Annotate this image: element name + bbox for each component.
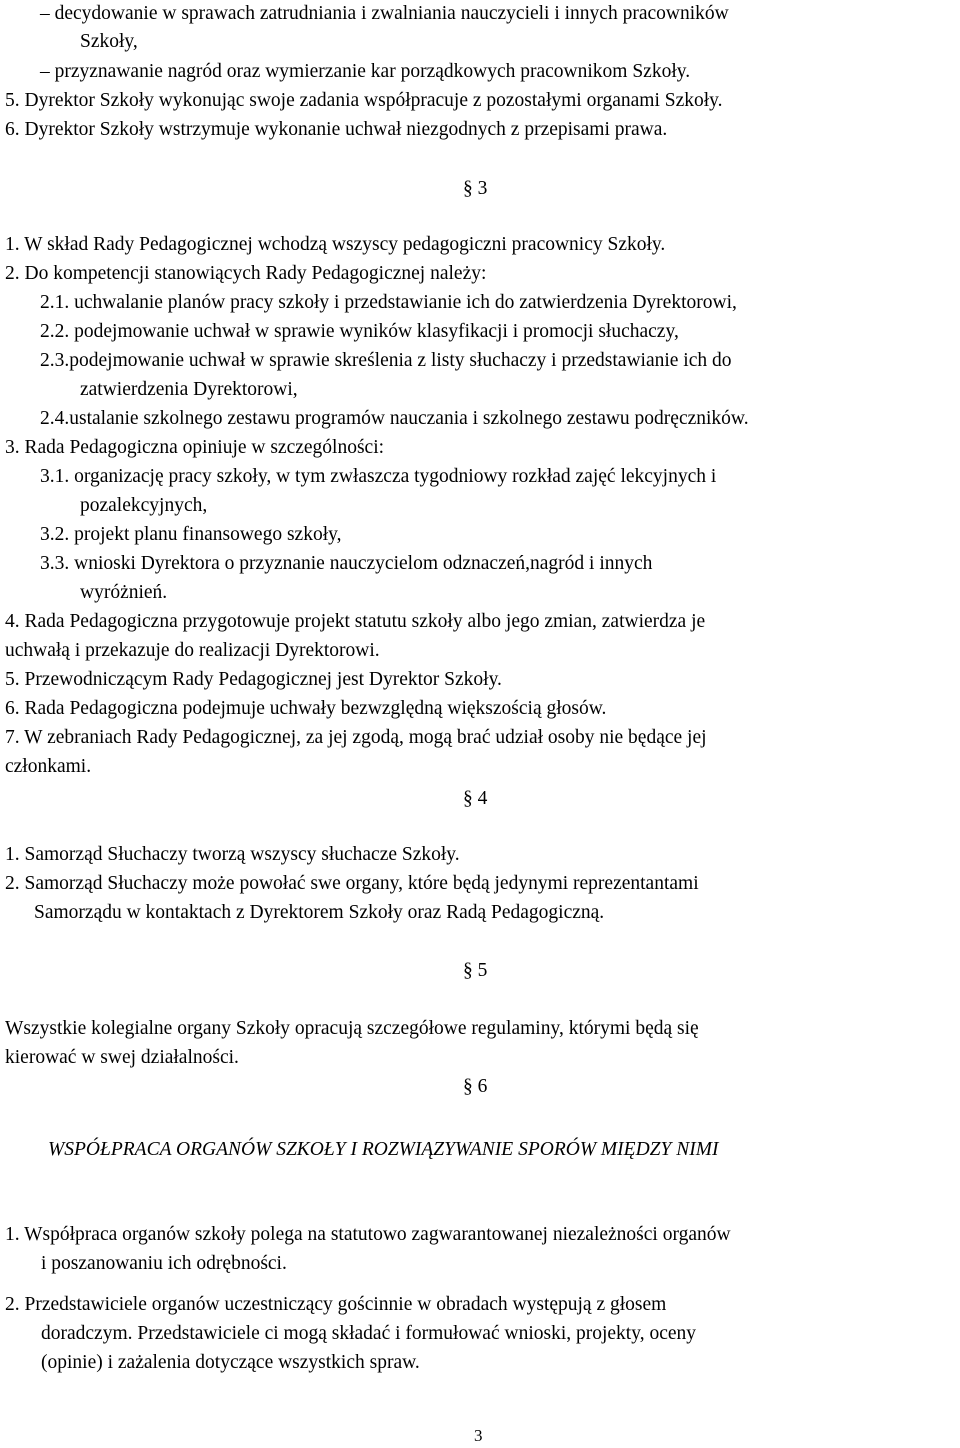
text-line: 2.3.podejmowanie uchwał w sprawie skreślenia z listy słuchaczy i przedstawianie ich do (40, 350, 732, 371)
text-line: 5. Dyrektor Szkoły wykonując swoje zadania współpracuje z pozostałymi organami Szkoły. (5, 90, 723, 111)
text-line: pozalekcyjnych, (80, 495, 208, 516)
text-line: członkami. (5, 756, 92, 777)
text-line: 1. Samorząd Słuchaczy tworzą wszyscy słuchacze Szkoły. (5, 844, 460, 865)
section-heading: § 4 (463, 788, 488, 809)
text-line: Samorządu w kontaktach z Dyrektorem Szkoły oraz Radą Pedagogiczną. (34, 902, 605, 923)
text-line: 3.1. organizację pracy szkoły, w tym zwłaszcza tygodniowy rozkład zajęć lekcyjnych i (40, 466, 717, 487)
text-line: 4. Rada Pedagogiczna przygotowuje projekt statutu szkoły albo jego zmian, zatwierdza je (5, 611, 706, 632)
text-line: 2. Samorząd Słuchaczy może powołać swe organy, które będą jedynymi reprezentantami (5, 873, 699, 894)
text-line: 2.4.ustalanie szkolnego zestawu programów nauczania i szkolnego zestawu podręczników. (40, 408, 749, 429)
text-line: 6. Rada Pedagogiczna podejmuje uchwały bezwzględną większością głosów. (5, 698, 607, 719)
text-line: 3.2. projekt planu finansowego szkoły, (40, 524, 342, 545)
text-line: (opinie) i zażalenia dotyczące wszystkich spraw. (41, 1352, 420, 1373)
text-line: 2.1. uchwalanie planów pracy szkoły i przedstawianie ich do zatwierdzenia Dyrektorowi, (40, 292, 737, 313)
text-line: 1. W skład Rady Pedagogicznej wchodzą wszyscy pedagogiczni pracownicy Szkoły. (5, 234, 666, 255)
text-line: 2.2. podejmowanie uchwał w sprawie wyników klasyfikacji i promocji słuchaczy, (40, 321, 679, 342)
text-line: 6. Dyrektor Szkoły wstrzymuje wykonanie uchwał niezgodnych z przepisami prawa. (5, 119, 668, 140)
section-heading: § 6 (463, 1076, 488, 1097)
chapter-title: WSPÓŁPRACA ORGANÓW SZKOŁY I ROZWIĄZYWANIE SPORÓW MIĘDZY NIMI (48, 1139, 719, 1160)
section-heading: § 3 (463, 178, 488, 199)
text-line: uchwałą i przekazuje do realizacji Dyrektorowi. (5, 640, 380, 661)
text-line: 5. Przewodniczącym Rady Pedagogicznej jest Dyrektor Szkoły. (5, 669, 502, 690)
text-line: 2. Przedstawiciele organów uczestniczący gościnnie w obradach występują z głosem (5, 1294, 667, 1315)
page-number: 3 (474, 1426, 483, 1445)
text-line: doradczym. Przedstawiciele ci mogą składać i formułować wnioski, projekty, oceny (41, 1323, 697, 1344)
text-line: 2. Do kompetencji stanowiących Rady Pedagogicznej należy: (5, 263, 487, 284)
text-line: 3.3. wnioski Dyrektora o przyznanie nauczycielom odznaczeń,nagród i innych (40, 553, 653, 574)
text-line: zatwierdzenia Dyrektorowi, (80, 379, 298, 400)
text-line: i poszanowaniu ich odrębności. (41, 1253, 287, 1274)
text-line: Wszystkie kolegialne organy Szkoły opracują szczegółowe regulaminy, którymi będą się (5, 1018, 699, 1039)
text-line: 7. W zebraniach Rady Pedagogicznej, za jej zgodą, mogą brać udział osoby nie będące jej (5, 727, 707, 748)
text-line: wyróżnień. (80, 582, 168, 603)
text-line: 1. Współpraca organów szkoły polega na statutowo zagwarantowanej niezależności organów (5, 1224, 731, 1245)
text-line: 3. Rada Pedagogiczna opiniuje w szczególności: (5, 437, 385, 458)
text-line: kierować w swej działalności. (5, 1047, 239, 1068)
text-line: – przyznawanie nagród oraz wymierzanie kar porządkowych pracownikom Szkoły. (40, 61, 691, 82)
text-line: Szkoły, (80, 31, 138, 52)
text-line: – decydowanie w sprawach zatrudniania i zwalniania nauczycieli i innych pracowników (40, 3, 729, 24)
section-heading: § 5 (463, 960, 488, 981)
